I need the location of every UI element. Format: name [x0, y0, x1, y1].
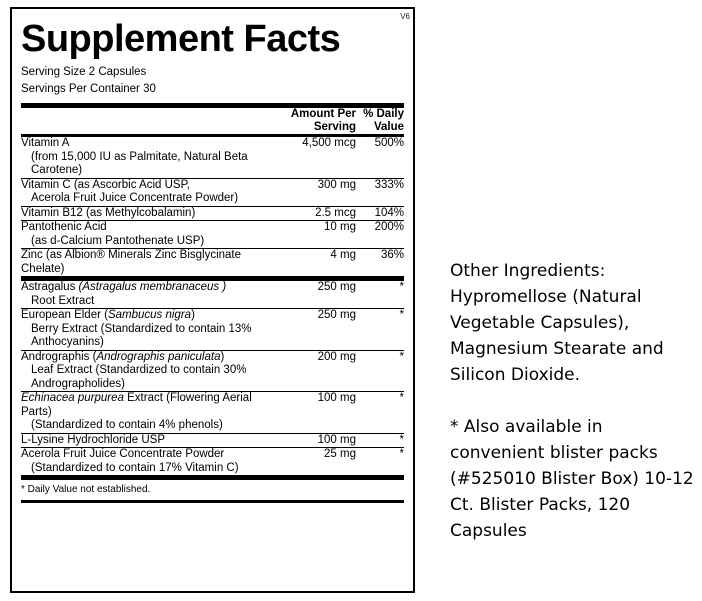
nutrient-dv: 500% — [374, 137, 404, 149]
servings-per-container: Servings Per Container 30 — [21, 83, 156, 95]
botanical-dv: * — [399, 448, 404, 460]
botanical-dv: * — [399, 281, 404, 293]
botanical-amount: 100 mg — [317, 433, 356, 446]
header-spacer — [21, 108, 270, 134]
nutrient-amount: 4 mg — [330, 249, 356, 261]
table-row — [21, 433, 404, 447]
botanical-name-cell — [21, 309, 270, 350]
botanical-name-cell — [21, 392, 270, 433]
nutrient-dv: 200% — [374, 221, 404, 233]
botanical-name-cell — [21, 448, 270, 476]
serving-size: Serving Size 2 Capsules — [21, 66, 147, 78]
nutrient-name: Vitamin B12 (as Methylcobalamin) — [21, 206, 196, 219]
botanical-name-cell — [21, 433, 270, 447]
botanical-amount: 200 mg — [317, 350, 356, 363]
nutrient-dv: 333% — [374, 178, 404, 191]
table-row — [21, 221, 404, 249]
botanical-subtext: Leaf Extract (Standardized to contain 30% Andrographolides) — [31, 364, 247, 390]
nutrient-subtext: Acerola Fruit Juice Concentrate Powder) — [31, 192, 239, 204]
nutrient-amount: 10 mg — [324, 221, 356, 233]
table-row — [21, 392, 404, 433]
botanical-subtext: (Standardized to contain 17% Vitamin C) — [31, 461, 239, 474]
nutrient-name: Zinc (as Albion® Minerals Zinc Bisglycinate Chelate) — [21, 249, 242, 275]
botanical-dv: * — [399, 309, 404, 321]
table-header-row — [21, 108, 404, 134]
availability-text: * Also available in convenient blister packs (#525010 Blister Box) 10-12 Ct. Blister Packs, 120 Capsules — [450, 417, 694, 541]
table-row — [21, 279, 404, 309]
botanical-name: Astragalus — [21, 281, 79, 293]
botanical-dv: * — [399, 433, 404, 446]
header-amount-line1: Amount Per — [290, 108, 356, 120]
nutrient-name-cell — [21, 178, 270, 206]
botanical-name-tail: Extract (Flowering Aerial Parts) — [21, 392, 252, 418]
nutrient-subtext: (from 15,000 IU as Palmitate, Natural Beta Carotene) — [31, 150, 248, 176]
version-mark: V6 — [400, 12, 410, 21]
botanical-dv: * — [399, 392, 404, 404]
botanical-latin-name: Andrographis paniculata — [96, 350, 221, 363]
nutrient-amount: 300 mg — [317, 178, 356, 191]
divider-bottom — [21, 500, 404, 503]
table-row — [21, 309, 404, 350]
nutrient-subtext: (as d-Calcium Pantothenate USP) — [31, 234, 205, 247]
daily-value-footnote: * Daily Value not established. — [21, 484, 151, 495]
nutrient-amount: 4,500 mcg — [302, 137, 356, 149]
nutrient-name-cell — [21, 249, 270, 277]
botanical-name-tail: ) — [191, 309, 195, 321]
botanical-name-cell — [21, 279, 270, 309]
header-amount-per-serving — [270, 108, 356, 134]
header-amount-line2: Serving — [313, 121, 356, 133]
paragraph-gap — [450, 388, 695, 414]
botanical-latin-name: (Astragalus membranaceus ) — [78, 281, 227, 293]
header-dv-line2: Value — [373, 121, 404, 133]
header-dv-line1: % Daily — [363, 108, 404, 120]
table-row — [21, 206, 404, 220]
table-row — [21, 448, 404, 476]
divider-section — [21, 475, 404, 478]
facts-table — [21, 108, 404, 480]
table-row — [21, 178, 404, 206]
nutrient-name-cell — [21, 136, 270, 178]
botanical-subtext: (Standardized to contain 4% phenols) — [31, 419, 223, 431]
serving-info — [21, 65, 404, 97]
botanical-amount: 250 mg — [317, 281, 356, 293]
botanical-amount: 25 mg — [324, 448, 356, 460]
nutrient-dv: 36% — [380, 249, 404, 261]
table-row — [21, 249, 404, 277]
nutrient-amount: 2.5 mcg — [315, 206, 356, 219]
nutrient-name: Pantothenic Acid — [21, 221, 107, 233]
nutrient-name: Vitamin A — [21, 137, 70, 149]
header-daily-value — [356, 108, 404, 134]
botanical-amount: 100 mg — [317, 392, 356, 404]
page-title: Supplement Facts — [21, 18, 341, 60]
botanical-name: Andrographis ( — [21, 350, 97, 363]
table-row — [21, 136, 404, 178]
botanical-name-tail: ) — [220, 350, 225, 363]
nutrient-name: Vitamin C (as Ascorbic Acid USP, — [21, 178, 190, 191]
botanical-dv: * — [399, 350, 404, 363]
botanical-name-cell — [21, 350, 270, 391]
nutrient-name-cell — [21, 206, 270, 220]
botanical-subtext: Root Extract — [31, 294, 95, 307]
botanical-name: European Elder ( — [21, 309, 108, 321]
side-text-column — [450, 258, 695, 544]
table-row — [21, 350, 404, 391]
botanical-latin-name: Sambucus nigra — [107, 309, 192, 321]
botanical-latin-name: Echinacea purpurea — [21, 392, 124, 404]
supplement-facts-panel — [10, 7, 415, 593]
nutrient-dv: 104% — [374, 206, 404, 219]
other-ingredients-text: Other Ingredients: Hypromellose (Natural Vegetable Capsules), Magnesium Stearate and Silicon Dioxide. — [450, 261, 664, 385]
botanical-subtext: Berry Extract (Standardized to contain 13% Anthocyanins) — [31, 322, 252, 348]
botanical-amount: 250 mg — [317, 309, 356, 321]
botanical-name: Acerola Fruit Juice Concentrate Powder — [21, 448, 225, 460]
botanical-name: L-Lysine Hydrochloride USP — [21, 433, 166, 446]
nutrient-name-cell — [21, 221, 270, 249]
